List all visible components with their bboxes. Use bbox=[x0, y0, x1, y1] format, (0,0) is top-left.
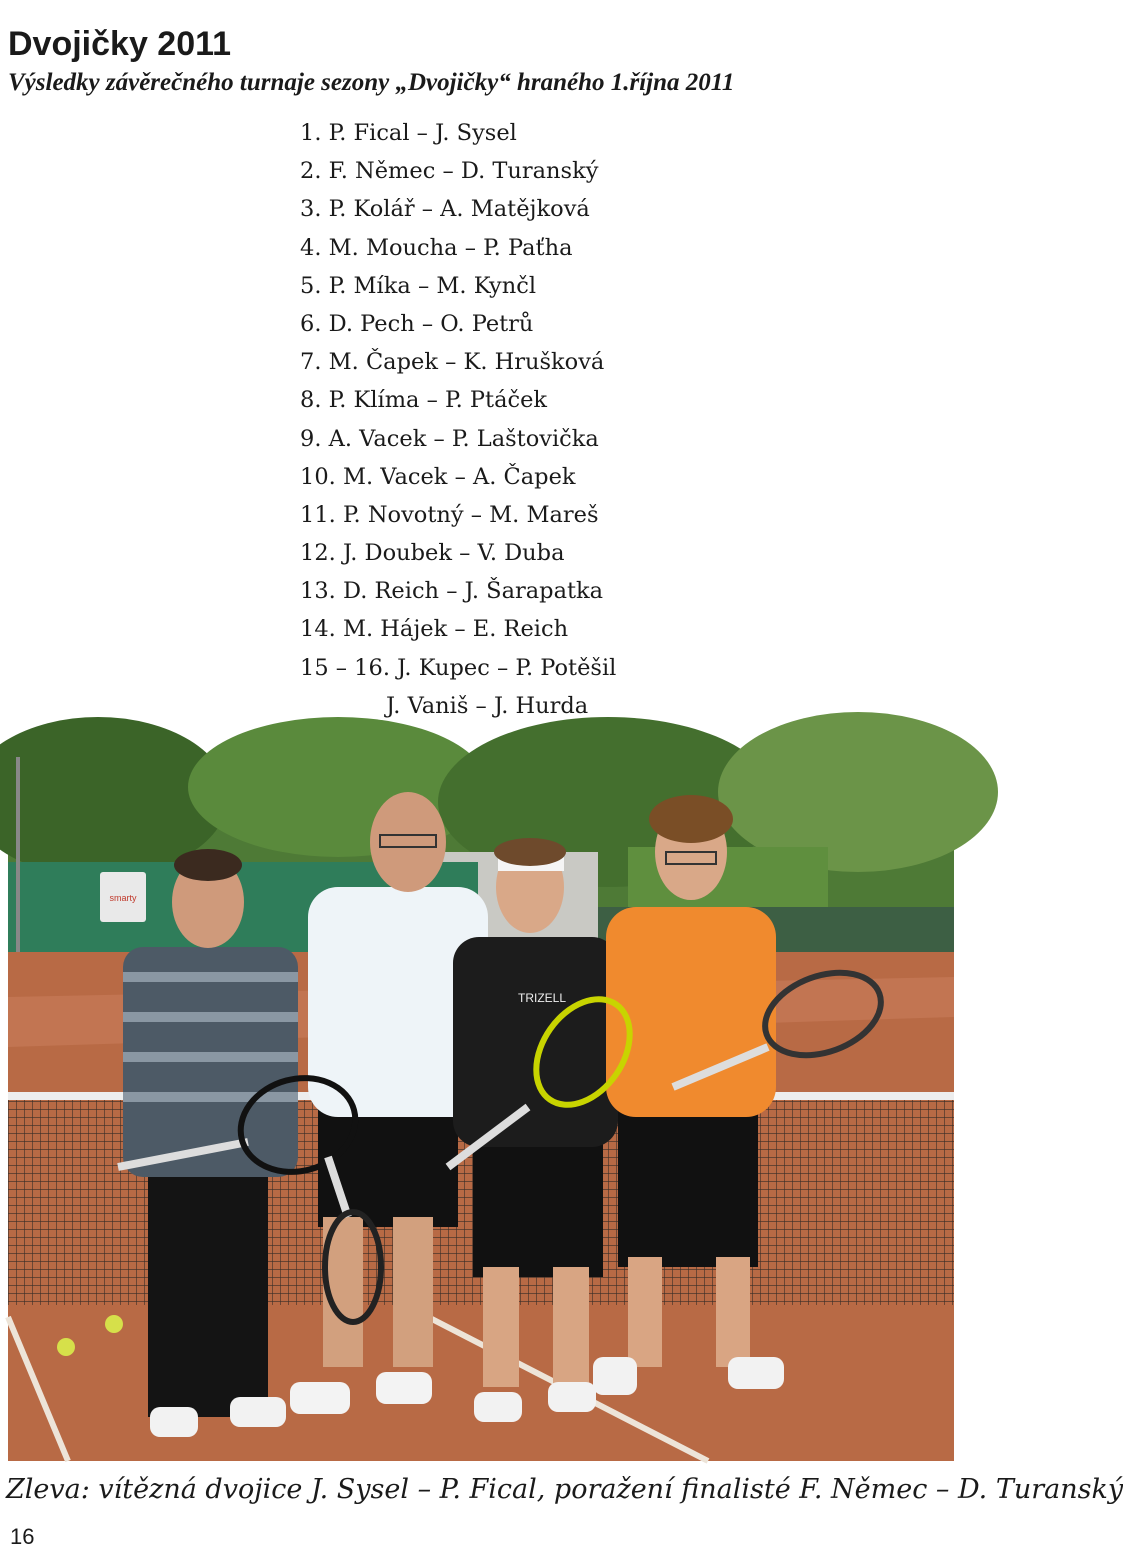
team-photo bbox=[8, 757, 954, 1461]
result-item bbox=[300, 458, 616, 496]
page-title: Dvojičky 2011 bbox=[8, 24, 232, 63]
tennis-ball bbox=[105, 1315, 123, 1333]
result-rank: 3. bbox=[300, 196, 322, 223]
result-item bbox=[300, 610, 616, 648]
result-pair: A. Vacek – P. Laštovička bbox=[328, 425, 599, 452]
result-pair: D. Pech – O. Petrů bbox=[328, 310, 534, 337]
results-list bbox=[300, 114, 616, 725]
result-rank: 2. bbox=[300, 158, 322, 185]
result-item bbox=[300, 114, 616, 152]
result-pair: J. Vaniš – J. Hurda bbox=[386, 692, 589, 719]
result-pair: P. Kolář – A. Matějková bbox=[328, 196, 590, 223]
team-photo-illustration bbox=[8, 757, 954, 1461]
result-item bbox=[300, 343, 616, 381]
subtitle: Výsledky závěrečného turnaje sezony „Dvojičky“ hraného 1.října 2011 bbox=[8, 69, 735, 96]
result-pair: M. Čapek – K. Hrušková bbox=[328, 349, 605, 376]
result-rank: 13. bbox=[300, 578, 336, 605]
result-item bbox=[300, 572, 616, 610]
result-pair: P. Fical – J. Sysel bbox=[328, 120, 517, 146]
result-item bbox=[300, 420, 616, 458]
result-rank: 8. bbox=[300, 387, 322, 414]
result-item bbox=[300, 381, 616, 419]
result-pair: P. Novotný – M. Mareš bbox=[342, 501, 599, 528]
result-pair: M. Moucha – P. Paťha bbox=[328, 234, 573, 261]
result-item bbox=[300, 305, 616, 343]
result-pair: F. Němec – D. Turanský bbox=[328, 158, 599, 185]
result-rank: 5. bbox=[300, 272, 322, 299]
result-rank: 4. bbox=[300, 234, 322, 261]
result-rank: 12. bbox=[300, 540, 336, 567]
result-pair: P. Míka – M. Kynčl bbox=[328, 272, 537, 299]
result-rank: 14. bbox=[300, 616, 336, 643]
result-item bbox=[300, 229, 616, 267]
result-pair: J. Kupec – P. Potěšil bbox=[397, 654, 617, 681]
result-rank: 1. bbox=[300, 120, 322, 146]
result-item bbox=[300, 496, 616, 534]
result-item bbox=[300, 152, 616, 190]
result-pair: J. Doubek – V. Duba bbox=[342, 540, 565, 567]
result-pair: P. Klíma – P. Ptáček bbox=[328, 387, 548, 414]
result-pair: D. Reich – J. Šarapatka bbox=[342, 578, 604, 605]
shirt-logo: TRIZELL bbox=[518, 991, 567, 1005]
result-item bbox=[300, 190, 616, 228]
result-rank: 15 – 16. bbox=[300, 654, 390, 681]
result-item bbox=[300, 267, 616, 305]
result-item bbox=[300, 534, 616, 572]
result-item bbox=[300, 649, 616, 687]
result-rank: 9. bbox=[300, 425, 322, 452]
tennis-ball bbox=[57, 1338, 75, 1356]
result-rank: 7. bbox=[300, 349, 322, 376]
result-pair: M. Hájek – E. Reich bbox=[342, 616, 569, 643]
result-pair: M. Vacek – A. Čapek bbox=[342, 463, 576, 490]
photo-caption: Zleva: vítězná dvojice J. Sysel – P. Fical, poražení finalisté F. Němec – D. Turanský bbox=[6, 1474, 1123, 1505]
sponsor-banner-text: smarty bbox=[109, 893, 137, 903]
result-rank: 11. bbox=[300, 501, 336, 528]
result-rank: 6. bbox=[300, 310, 322, 337]
result-rank: 10. bbox=[300, 463, 336, 490]
page-number: 16 bbox=[10, 1524, 35, 1549]
